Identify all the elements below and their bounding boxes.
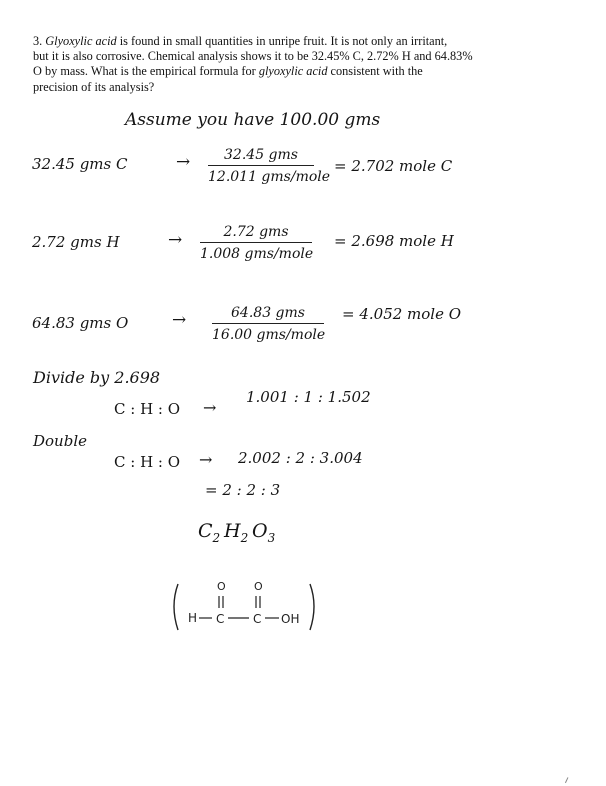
question-text bbox=[33, 34, 573, 95]
hydrogen-fraction bbox=[200, 225, 312, 261]
ratio2-values: 2.002 : 2 : 3.004 bbox=[238, 449, 363, 467]
oxygen-given: 64.83 gms O bbox=[32, 314, 129, 332]
ratio-arrow: → bbox=[203, 398, 217, 417]
question-line-3-end: consistent with the bbox=[327, 64, 423, 79]
carbon-arrow: → bbox=[176, 152, 191, 172]
question-line-4: precision of its analysis? bbox=[33, 79, 155, 94]
structural-formula-drawing bbox=[168, 576, 318, 636]
formula-carbon-subscript: 2 bbox=[212, 531, 221, 545]
hydrogen-given: 2.72 gms H bbox=[32, 233, 120, 251]
oxygen-fraction bbox=[212, 306, 324, 342]
oxygen-result: = 4.052 mole O bbox=[342, 305, 462, 323]
compound-name-italic-2: glyoxylic acid bbox=[258, 64, 328, 79]
assume-statement: Assume you have 100.00 gms bbox=[125, 110, 381, 130]
hydrogen-arrow: → bbox=[168, 230, 183, 250]
carbon-numerator: 32.45 gms bbox=[224, 147, 298, 163]
hydrogen-denominator: 1.008 gms/mole bbox=[200, 246, 314, 262]
hydrogen-fraction-bar bbox=[200, 242, 312, 243]
formula-carbon: C bbox=[198, 520, 213, 542]
question-line-2: but it is also corrosive. Chemical analysis shows it to be 32.45% C, 2.72% H and 64.83% bbox=[33, 49, 473, 64]
ratio2-label: C : H : O bbox=[114, 453, 181, 471]
oxygen-numerator: 64.83 gms bbox=[231, 305, 305, 321]
question-number: 3. bbox=[33, 34, 46, 48]
double-instruction: Double bbox=[33, 432, 87, 450]
ratio-values: 1.001 : 1 : 1.502 bbox=[246, 388, 371, 406]
right-parenthesis bbox=[310, 584, 314, 630]
stray-pen-mark bbox=[565, 777, 572, 785]
carbon-result: = 2.702 mole C bbox=[334, 157, 453, 175]
formula-hydrogen-subscript: 2 bbox=[240, 531, 249, 545]
chain-carbon-2: C bbox=[253, 612, 262, 626]
carbon-denominator: 12.011 gms/mole bbox=[208, 169, 331, 185]
structural-formula bbox=[168, 576, 318, 636]
oxygen-top-2: O bbox=[254, 580, 263, 593]
chain-carbon-1: C bbox=[216, 612, 225, 626]
formula-oxygen: O bbox=[252, 520, 268, 542]
oxygen-denominator: 16.00 gms/mole bbox=[212, 327, 326, 343]
divide-instruction: Divide by 2.698 bbox=[33, 368, 161, 387]
hydrogen-result: = 2.698 mole H bbox=[334, 232, 454, 250]
oxygen-fraction-bar bbox=[212, 323, 324, 324]
question-line-1-text: is found in small quantities in unripe fruit. It is not only an irritant, bbox=[116, 34, 448, 48]
simplified-ratio: = 2 : 2 : 3 bbox=[205, 481, 281, 499]
compound-name-italic: Glyoxylic acid bbox=[45, 34, 117, 48]
carbon-fraction-bar bbox=[208, 165, 314, 166]
hydrogen-numerator: 2.72 gms bbox=[223, 224, 289, 240]
oxygen-top-1: O bbox=[217, 580, 226, 593]
ratio-label: C : H : O bbox=[114, 400, 181, 418]
chain-hydroxyl: OH bbox=[281, 612, 300, 626]
ratio2-arrow: → bbox=[199, 450, 213, 469]
empirical-formula bbox=[198, 520, 275, 545]
carbon-given: 32.45 gms C bbox=[32, 155, 128, 173]
question-line-1 bbox=[33, 34, 573, 49]
question-line-3 bbox=[33, 64, 573, 79]
oxygen-arrow: → bbox=[172, 310, 187, 330]
formula-oxygen-subscript: 3 bbox=[267, 531, 276, 545]
formula-hydrogen: H bbox=[223, 520, 241, 542]
left-parenthesis bbox=[174, 584, 178, 630]
chain-hydrogen: H bbox=[188, 611, 198, 625]
question-line-3-text: O by mass. What is the empirical formula for bbox=[33, 64, 259, 79]
carbon-fraction bbox=[208, 147, 331, 185]
